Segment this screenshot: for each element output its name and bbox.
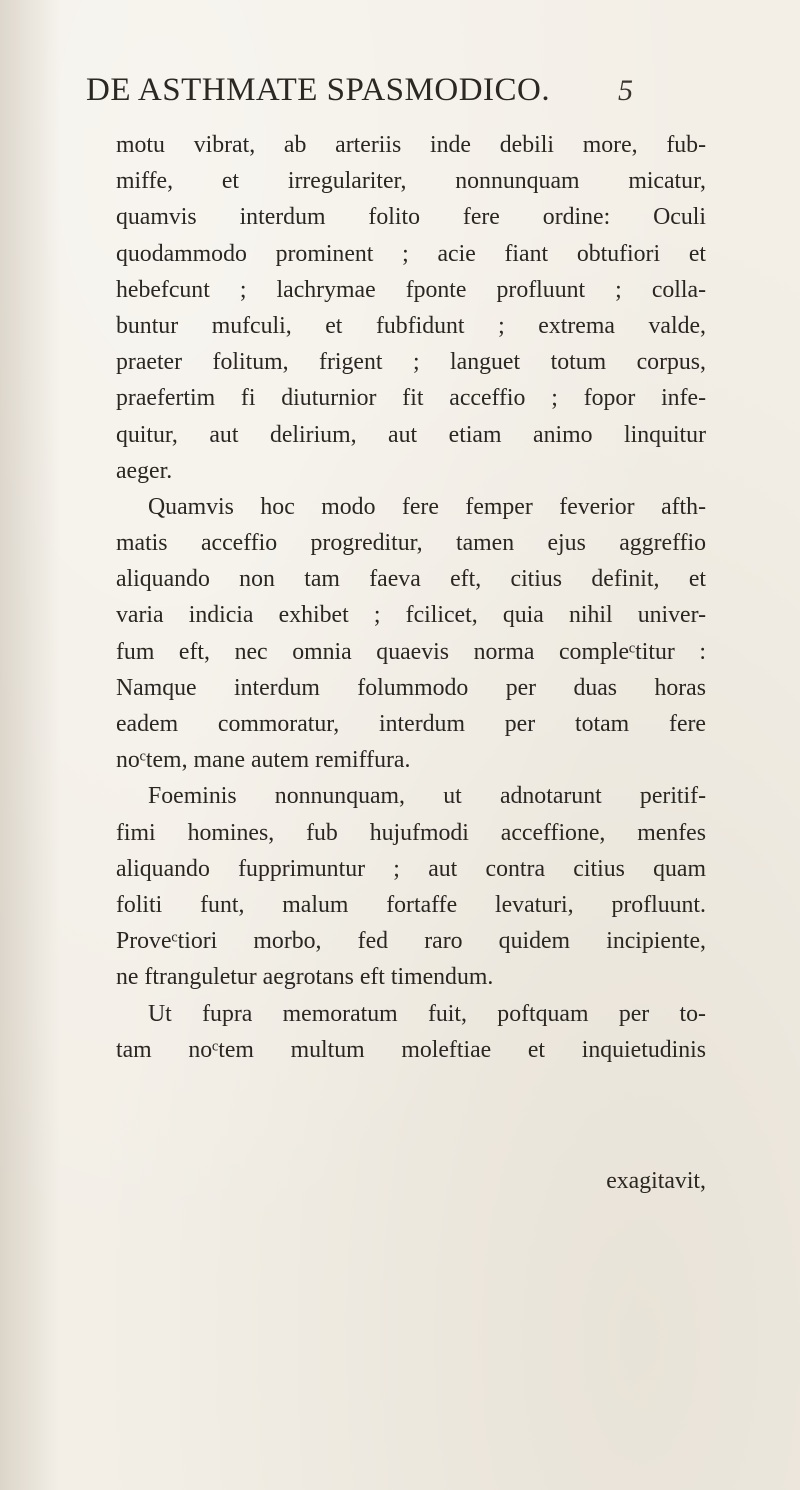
text-line: Proveᶜtiori morbo, fed raro quidem incipiente, — [116, 928, 706, 955]
text-line: tam noᶜtem multum moleftiae et inquietudinis — [116, 1036, 706, 1063]
body-text — [116, 127, 706, 1068]
text-line: fimi homines, fub hujufmodi acceffione, menfes — [116, 819, 706, 846]
text-line: aliquando non tam faeva eft, citius definit, et — [116, 566, 706, 593]
text-line: varia indicia exhibet ; fcilicet, quia nihil univer- — [116, 602, 706, 629]
text-line: miffe, et irregulariter, nonnunquam micatur, — [116, 168, 706, 195]
text-line: fum eft, nec omnia quaevis norma compleᶜtitur : — [116, 638, 706, 665]
page-number: 5 — [618, 74, 633, 107]
text-line: aliquando fupprimuntur ; aut contra citius quam — [116, 855, 706, 882]
text-line: Quamvis hoc modo fere femper feverior afth- — [148, 493, 706, 520]
running-header: DE ASTHMATE SPASMODICO. — [86, 72, 551, 108]
text-line: motu vibrat, ab arteriis inde debili more, fub- — [116, 132, 706, 158]
text-line: quamvis interdum folito fere ordine: Oculi — [116, 204, 706, 231]
catchword: exagitavit, — [606, 1168, 706, 1194]
text-line: noᶜtem, mane autem remiffura. — [116, 747, 411, 774]
text-line: aeger. — [116, 457, 173, 484]
text-line: ne ftranguletur aegrotans eft timendum. — [116, 964, 494, 991]
text-line: foliti funt, malum fortaffe levaturi, profluunt. — [116, 891, 706, 918]
page-edge-shadow — [0, 0, 60, 1490]
text-line: quitur, aut delirium, aut etiam animo linquitur — [116, 421, 706, 448]
text-line: Foeminis nonnunquam, ut adnotarunt peritif- — [148, 783, 706, 810]
text-line: buntur mufculi, et fubfidunt ; extrema valde, — [116, 312, 706, 339]
text-line: eadem commoratur, interdum per totam fere — [116, 711, 706, 737]
text-line: Ut fupra memoratum fuit, poftquam per to- — [148, 1000, 706, 1027]
text-line: praeter folitum, frigent ; languet totum corpus, — [116, 349, 706, 376]
text-line: hebefcunt ; lachrymae fponte profluunt ; colla- — [116, 276, 706, 303]
text-line: quodammodo prominent ; acie fiant obtufiori et — [116, 240, 706, 267]
text-line: praefertim fi diuturnior fit acceffio ; fopor infe- — [116, 385, 706, 412]
text-line: Namque interdum folummodo per duas horas — [116, 674, 706, 701]
text-line: matis acceffio progreditur, tamen ejus aggreffio — [116, 530, 706, 557]
